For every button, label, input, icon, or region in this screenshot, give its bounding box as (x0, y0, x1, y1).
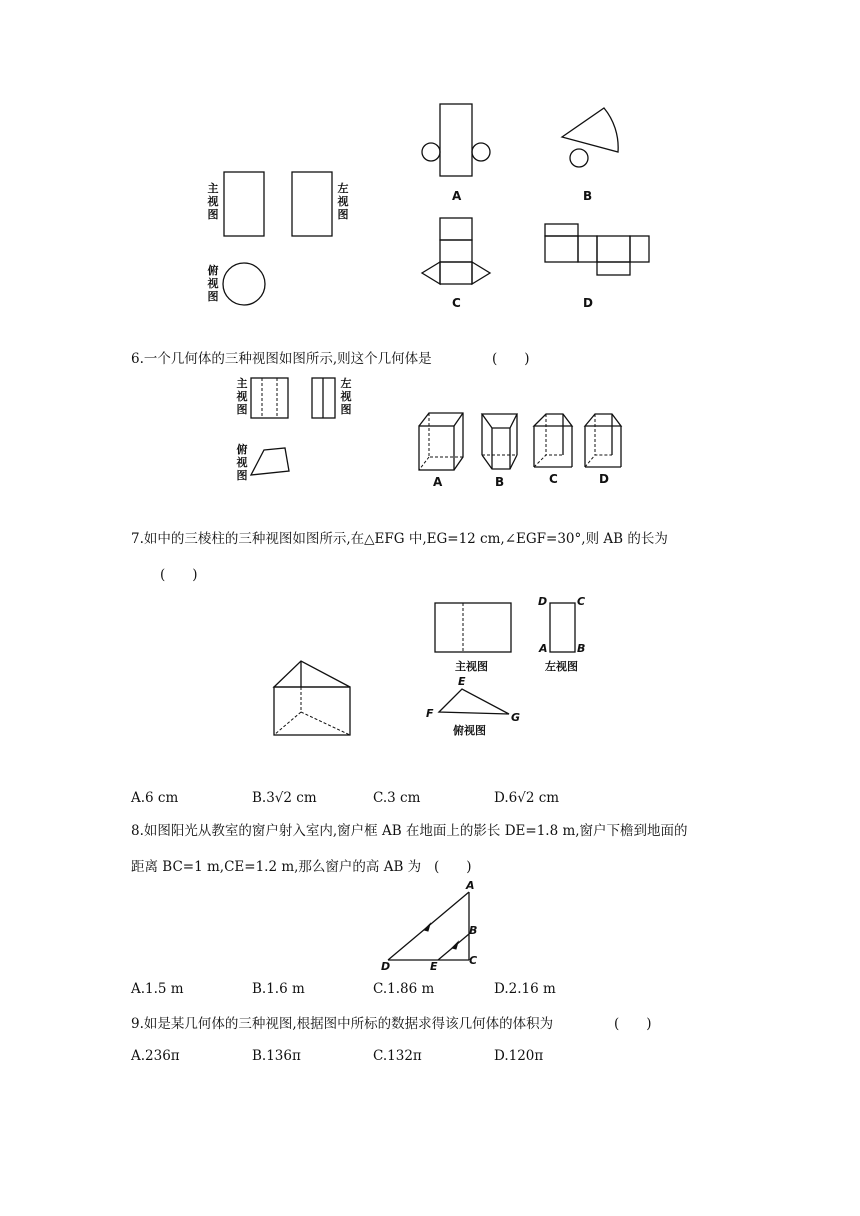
q7-option-a[interactable]: A.6 cm (131, 790, 179, 806)
q8-option-b[interactable]: B.1.6 m (252, 981, 305, 997)
q6-option-b-label: B (495, 475, 505, 489)
q7-point-c-label: C (577, 595, 586, 608)
q6-top-view-label: 俯视图 (236, 443, 248, 482)
q6-front-view-label: 主视图 (236, 377, 248, 416)
q7-point-b-label: B (577, 642, 586, 655)
q7-point-f-label: F (426, 707, 434, 720)
q8-question-text-line2: 距离 BC=1 m,CE=1.2 m,那么窗户的高 AB 为 (131, 859, 422, 875)
q6-option-c-label: C (549, 472, 558, 486)
q5-option-d-label: D (583, 296, 593, 310)
q7-point-d-label: D (538, 595, 548, 608)
q5-front-view-label: 主视图 (207, 182, 219, 221)
q6-answer-paren: ( ) (492, 351, 530, 367)
q8-point-c-label: C (469, 954, 478, 967)
q7-front-view-label: 主视图 (455, 660, 488, 673)
q8-point-d-label: D (381, 960, 391, 973)
q6-option-a-label: A (433, 475, 443, 489)
q7-question-text: 7.如中的三棱柱的三种视图如图所示,在△EFG 中,EG=12 cm,∠EGF=30°,则 AB 的长为 (131, 531, 668, 547)
q6-side-view-label: 左视图 (340, 377, 352, 416)
q7-option-b[interactable]: B.3√2 cm (252, 790, 317, 806)
q7-point-g-label: G (511, 711, 521, 724)
q8-option-c[interactable]: C.1.86 m (373, 981, 435, 997)
q8-point-b-label: B (469, 924, 478, 937)
q5-option-c-label: C (452, 296, 461, 310)
q9-option-c[interactable]: C.132π (373, 1048, 422, 1064)
q5-side-view-label: 左视图 (337, 182, 349, 221)
q8-point-a-label: A (466, 879, 475, 892)
q7-point-e-label: E (458, 675, 466, 688)
q7-top-view-label: 俯视图 (453, 724, 486, 737)
q8-question-text-line1: 8.如图阳光从教室的窗户射入室内,窗户框 AB 在地面上的影长 DE=1.8 m,窗户下檐到地面的 (131, 823, 688, 839)
q5-top-view-label: 俯视图 (207, 264, 219, 303)
q6-question-text: 6.一个几何体的三种视图如图所示,则这个几何体是 (131, 351, 432, 367)
q7-side-view-label: 左视图 (545, 660, 578, 673)
q9-answer-paren: ( ) (614, 1016, 652, 1032)
q8-answer-paren: ( ) (434, 859, 472, 875)
q5-option-a-label: A (452, 189, 462, 203)
q8-option-a[interactable]: A.1.5 m (131, 981, 184, 997)
q6-option-d-label: D (599, 472, 609, 486)
q9-option-b[interactable]: B.136π (252, 1048, 301, 1064)
q7-option-d[interactable]: D.6√2 cm (494, 790, 560, 806)
q9-option-a[interactable]: A.236π (131, 1048, 180, 1064)
q9-question-text: 9.如是某几何体的三种视图,根据图中所标的数据求得该几何体的体积为 (131, 1016, 554, 1032)
q7-answer-paren: ( ) (160, 567, 198, 583)
q7-option-c[interactable]: C.3 cm (373, 790, 421, 806)
q5-option-b-label: B (583, 189, 593, 203)
q7-point-a-label: A (539, 642, 548, 655)
q8-point-e-label: E (430, 960, 438, 973)
q9-option-d[interactable]: D.120π (494, 1048, 544, 1064)
q8-option-d[interactable]: D.2.16 m (494, 981, 556, 997)
